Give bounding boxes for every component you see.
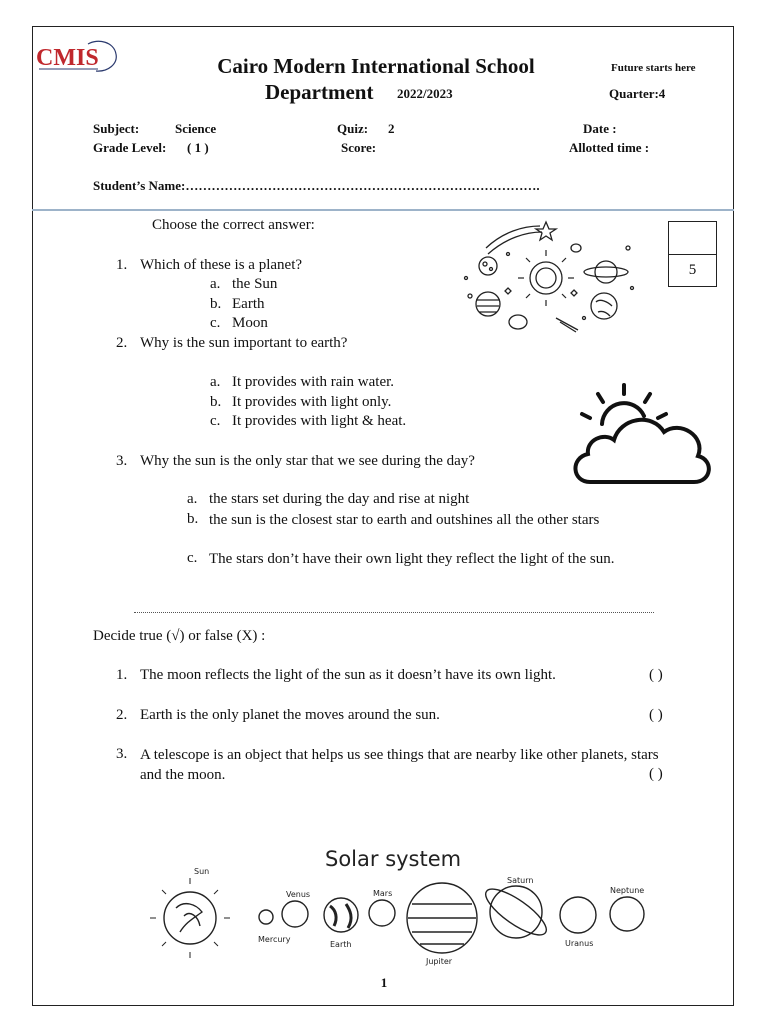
option-letter: c. <box>210 413 221 429</box>
option-letter: b. <box>210 394 222 410</box>
option-text: Moon <box>232 315 268 331</box>
subject-label: Subject: <box>93 121 140 136</box>
option-text: Earth <box>232 296 265 312</box>
tagline: Future starts here <box>611 62 696 74</box>
planet-label-saturn: Saturn <box>507 876 534 885</box>
quiz-value: 2 <box>388 121 395 136</box>
section2-instruction: Decide true (√) or false (X) : <box>93 628 266 644</box>
planet-label-neptune: Neptune <box>610 886 645 895</box>
planet-label-mars: Mars <box>373 889 393 898</box>
score-box <box>668 221 717 287</box>
allotted-time-label: Allotted time : <box>569 140 650 155</box>
option-text: It provides with light & heat. <box>232 413 407 429</box>
answer-blank[interactable]: ( ) <box>649 707 663 723</box>
question-number: 1. <box>116 257 128 273</box>
answer-blank[interactable]: ( ) <box>649 766 663 782</box>
statement-text: The moon reflects the light of the sun as it doesn’t have its own light. <box>140 667 556 683</box>
planet-label-sun: Sun <box>194 867 210 876</box>
mark-value: 5 <box>688 262 697 278</box>
section1-instruction: Choose the correct answer: <box>152 217 315 233</box>
quarter: Quarter:4 <box>609 86 666 101</box>
page-number: 1 <box>380 975 388 990</box>
space-doodle-icon <box>458 218 638 338</box>
planet-label-earth: Earth <box>330 940 352 949</box>
option-letter: c. <box>210 315 221 331</box>
option-text: the sun is the closest star to earth and outshines all the other stars <box>209 512 600 528</box>
sun-cloud-icon <box>568 380 718 490</box>
solar-system-title: Solar system <box>325 847 462 871</box>
option-letter: b. <box>210 296 222 312</box>
school-name: Cairo Modern International School <box>217 54 535 78</box>
question-number: 1. <box>116 667 128 683</box>
statement-text: A telescope is an object that helps us see things that are nearby like other planets, stars and the moon. <box>140 747 659 783</box>
option-text: the Sun <box>232 276 278 292</box>
question-text: Which of these is a planet? <box>140 257 303 273</box>
subject-value: Science <box>175 121 217 136</box>
statement-text: Earth is the only planet the moves around the sun. <box>140 707 440 723</box>
quiz-label: Quiz: <box>337 121 369 136</box>
header-divider <box>32 209 734 211</box>
date-label: Date : <box>583 121 617 136</box>
grade-value: ( 1 ) <box>187 140 209 155</box>
option-letter: a. <box>187 491 198 507</box>
option-letter: a. <box>210 374 221 390</box>
section-divider <box>134 612 654 613</box>
school-year: 2022/2023 <box>397 86 453 101</box>
option-text: the stars set during the day and rise at night <box>209 491 470 507</box>
planet-label-venus: Venus <box>286 890 311 899</box>
planet-label-mercury: Mercury <box>258 935 291 944</box>
question-text: Why the sun is the only star that we see during the day? <box>140 453 475 469</box>
svg-text:CMIS: CMIS <box>36 45 99 71</box>
score-label: Score: <box>341 140 377 155</box>
answer-blank[interactable]: ( ) <box>649 667 663 683</box>
option-text: The stars don’t have their own light they reflect the light of the sun. <box>209 551 615 567</box>
department-title: Department <box>265 80 374 104</box>
question-text: Why is the sun important to earth? <box>140 335 348 351</box>
option-letter: b. <box>187 511 199 527</box>
question-number: 3. <box>116 746 128 762</box>
option-text: It provides with rain water. <box>232 374 395 390</box>
planet-label-uranus: Uranus <box>565 939 594 948</box>
question-number: 2. <box>116 707 128 723</box>
option-text: It provides with light only. <box>232 394 392 410</box>
planet-label-jupiter: Jupiter <box>426 957 453 966</box>
solar-system-illustration <box>150 838 670 968</box>
option-letter: c. <box>187 550 198 566</box>
student-name-field: Student’s Name:………………………………………………………………………. <box>93 178 540 193</box>
question-number: 3. <box>116 453 128 469</box>
question-number: 2. <box>116 335 128 351</box>
option-letter: a. <box>210 276 221 292</box>
grade-label: Grade Level: <box>93 140 167 155</box>
